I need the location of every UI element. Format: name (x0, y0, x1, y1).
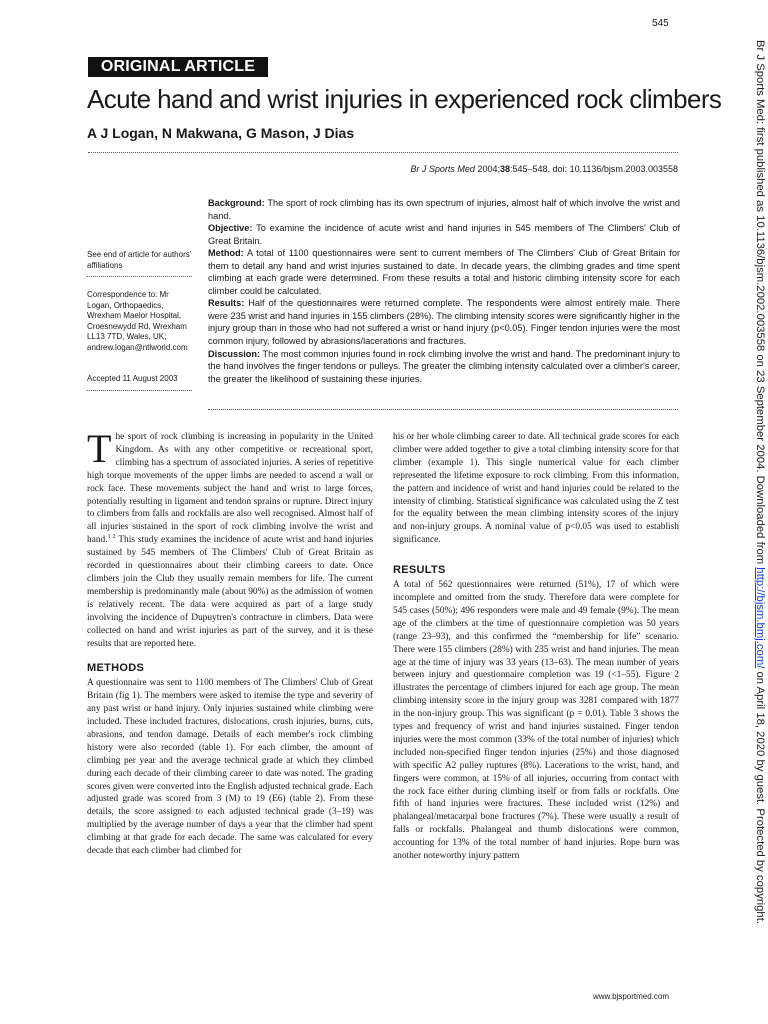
side-notice-part2: on April 18, 2020 by guest. Protected by copyright. (754, 668, 766, 924)
abstract-method-label: Method: (208, 248, 244, 259)
sidebar-divider (87, 390, 192, 391)
abstract-discussion-label: Discussion: (208, 348, 261, 359)
side-notice-part1: Br J Sports Med: first published as 10.1136/bjsm.2002.003558 on 23 September 2004. Downloaded from (754, 40, 766, 568)
left-column (87, 426, 373, 858)
abstract-objective-text: To examine the incidence of acute wrist and hand injuries in 545 members of The Climbers' Club of Great Britain. (208, 223, 680, 246)
right-column (393, 431, 679, 863)
results-heading: RESULTS (393, 564, 446, 577)
sidebar-accepted: Accepted 11 August 2003 (87, 374, 178, 383)
sidebar-affiliations: See end of article for authors' affiliations (87, 250, 192, 270)
abstract-objective (208, 222, 680, 247)
abstract-method (208, 247, 680, 297)
side-notice-link[interactable]: http://bjsm.bmj.com/ (754, 567, 766, 669)
author-list: A J Logan, N Makwana, G Mason, J Dias (87, 125, 355, 141)
results-paragraph: A total of 562 questionnaires were returned (51%), 17 of which were incomplete and omitted from the study. Therefore data were complete for 545 cases (50%); 496 responders were male and 49 female (9%). The mean age of the climbers at the time of questionnaire completion was 50 years (range 23–93), and this confirmed the “membership for life” scenario. There were 155 climbers (28%) with 235 wrist and hand injuries. The mean age at the time of injury was 33 years (13–63). The mean number of years between injury and questionnaire completion was 19 (<1–55). Figure 2 illustrates the percentage of climbers injured for each age group. The mean climbing intensity score in the injury group was 3281 compared with 1877 in the non-injury group. This was significant (p = 0.01). Table 3 shows the types and frequency of wrist and hand injuries sustained. Finger tendon injuries were the most common (33% of the total number of injuries) which included non-specified finger tendon injuries (25%) and those diagnosed with specific A2 pulley ruptures (8%). Lacerations to the wrist, hand, and fingers were common, at 15% of all injuries, occurring from contact with the rock face either during climbing itself or from falls or rockfalls. One fifth of hand injuries were fractures. These included wrist (12%) and phalangeal/metacarpal bone fractures (7%). These were usually a result of falls or rockfalls. Phalangeal and thumb dislocations were common, accounting for 13% of the total number of hand injuries. Rope burn was another noteworthy injury pattern (393, 580, 679, 862)
side-download-notice (752, 40, 766, 980)
abstract-results-text: Half of the questionnaires were returned complete. The respondents were almost entirely male. There were 235 wrist and hand injuries in 155 climbers (28%). The climbing intensity scores were significantly higher in the injury group than in those who had not suffered a wrist or hand injury (p<0.05). Finger tendon injuries were the most common injury, followed by abrasions/lacerations and fractures. (208, 298, 680, 347)
abstract-results (208, 297, 680, 347)
section-label: ORIGINAL ARTICLE (88, 57, 268, 77)
abstract-divider (208, 409, 678, 410)
abstract-results-label: Results: (208, 298, 245, 309)
intro-dropcap: T (87, 426, 112, 471)
intro-paragraph (87, 426, 373, 650)
header-divider (88, 152, 678, 153)
abstract-background (208, 197, 680, 222)
methods-continued: his or her whole climbing career to date. All technical grade scores for each climber were added together to give a total climbing intensity score for that climber (example 1). This single numerical value for each climber represented the lifetime exposure to rock climbing. From this information, the pattern and incidence of wrist and hand injuries could be related to the intensity of climbing. Statistical significance was calculated using the Z test for the equality between the mean climbing intensity scores of the injury and non-injury groups. A nominal value of p<0.05 was used to establish significance. (393, 432, 679, 546)
sidebar-divider (87, 276, 192, 277)
footer-url: www.bjsportmed.com (593, 992, 670, 1001)
page-number: 545 (652, 18, 669, 29)
methods-heading: METHODS (87, 662, 145, 675)
citation-pages: :545–548. doi: 10.1136/bjsm.2003.003558 (510, 164, 678, 174)
abstract-discussion-text: The most common injuries found in rock climbing involve the wrist and hand. The predominant injury to the hand involves the finger tendons or pulleys. The greater the climbing intensity calculated over a climber's career, the greater the likelihood of sustaining these injuries. (208, 348, 680, 384)
citation-year: 2004; (477, 164, 500, 174)
citation (410, 164, 678, 174)
abstract-background-text: The sport of rock climbing has its own spectrum of injuries, almost half of which involve the wrist and hand. (208, 198, 680, 221)
abstract-discussion (208, 348, 680, 386)
intro-reference: 1 2 (107, 534, 116, 541)
abstract-objective-label: Objective: (208, 223, 253, 234)
abstract (208, 197, 680, 385)
article-title: Acute hand and wrist injuries in experienced rock climbers (87, 84, 722, 114)
methods-paragraph: A questionnaire was sent to 1100 members of The Climbers' Club of Great Britain (fig 1). The members were asked to itemise the type and severity of any past wrist or hand injury. Only injuries sustained while climbing were included. These included fractures, dislocations, crush injuries, burns, cuts, abrasions, and tendon damage. Details of each member's rock climbing history were also recorded (table 1). For each climber, the amount of climbing per year and the average technical grade at which they climbed during each decade of their climbing career to date was noted. The grading scores given were converted into the English adjusted technical grade. Each adjusted grade was scored from 3 (M) to 19 (E6) (table 2). From these details, the score assigned to each adjusted technical grade (3–19) was multiplied by the average number of days a year that the climber had spent climbing at that grade for each decade. The same was calculated for every decade that each climber had climbed for (87, 678, 373, 857)
sidebar-correspondence: Correspondence to: Mr Logan, Orthopaedics, Wrexham Maelor Hospital, Croesnewydd Rd, Wrexham LL13 7TD, Wales, UK; andrew.logan@ntlworld.com (87, 290, 188, 352)
citation-volume: 38 (500, 164, 511, 174)
abstract-method-text: A total of 1100 questionnaires were sent to current members of The Climbers' Club of Great Britain for them to detail any hand and wrist injuries sustained to date. In decade years, the climbing grades and time spent climbing at each grade were determined. From these results a total and historic climbing intensity score for each climber could be calculated. (208, 248, 680, 296)
side-notice-text (754, 40, 766, 924)
intro-text-b: This study examines the incidence of acute wrist and hand injuries sustained by 545 members of The Climbers' Club of Great Britain as recorded in questionnaires about their climbing careers to date. Once climbers join the Club they usually remain members for life. The current membership is predominantly male (about 90%) as the admission of women is relatively recent. The data were acquired as part of a large study involving the incidence of Dupuytren's contracture in climbers. Data were collected on hand and wrist injuries as part of the survey, and it is these results that are reported here. (87, 535, 373, 649)
intro-text-a: he sport of rock climbing is increasing in popularity in the United Kingdom. As with any other competitive or recreational sport, climbing has a spectrum of associated injuries. A series of repetitive high torque movements of the upper limbs are needed to ascend a wall or rock face. These movements subject the hand and wrist to large forces, potentially resulting in ligament and tendon sprains or rupture. Direct injury to climbers from falls and rockfalls are also well recognised. Almost half of all injuries sustained in the sport of rock climbing involve the wrist and hand. (87, 432, 373, 546)
abstract-background-label: Background: (208, 198, 265, 208)
citation-journal: Br J Sports Med (410, 164, 475, 174)
